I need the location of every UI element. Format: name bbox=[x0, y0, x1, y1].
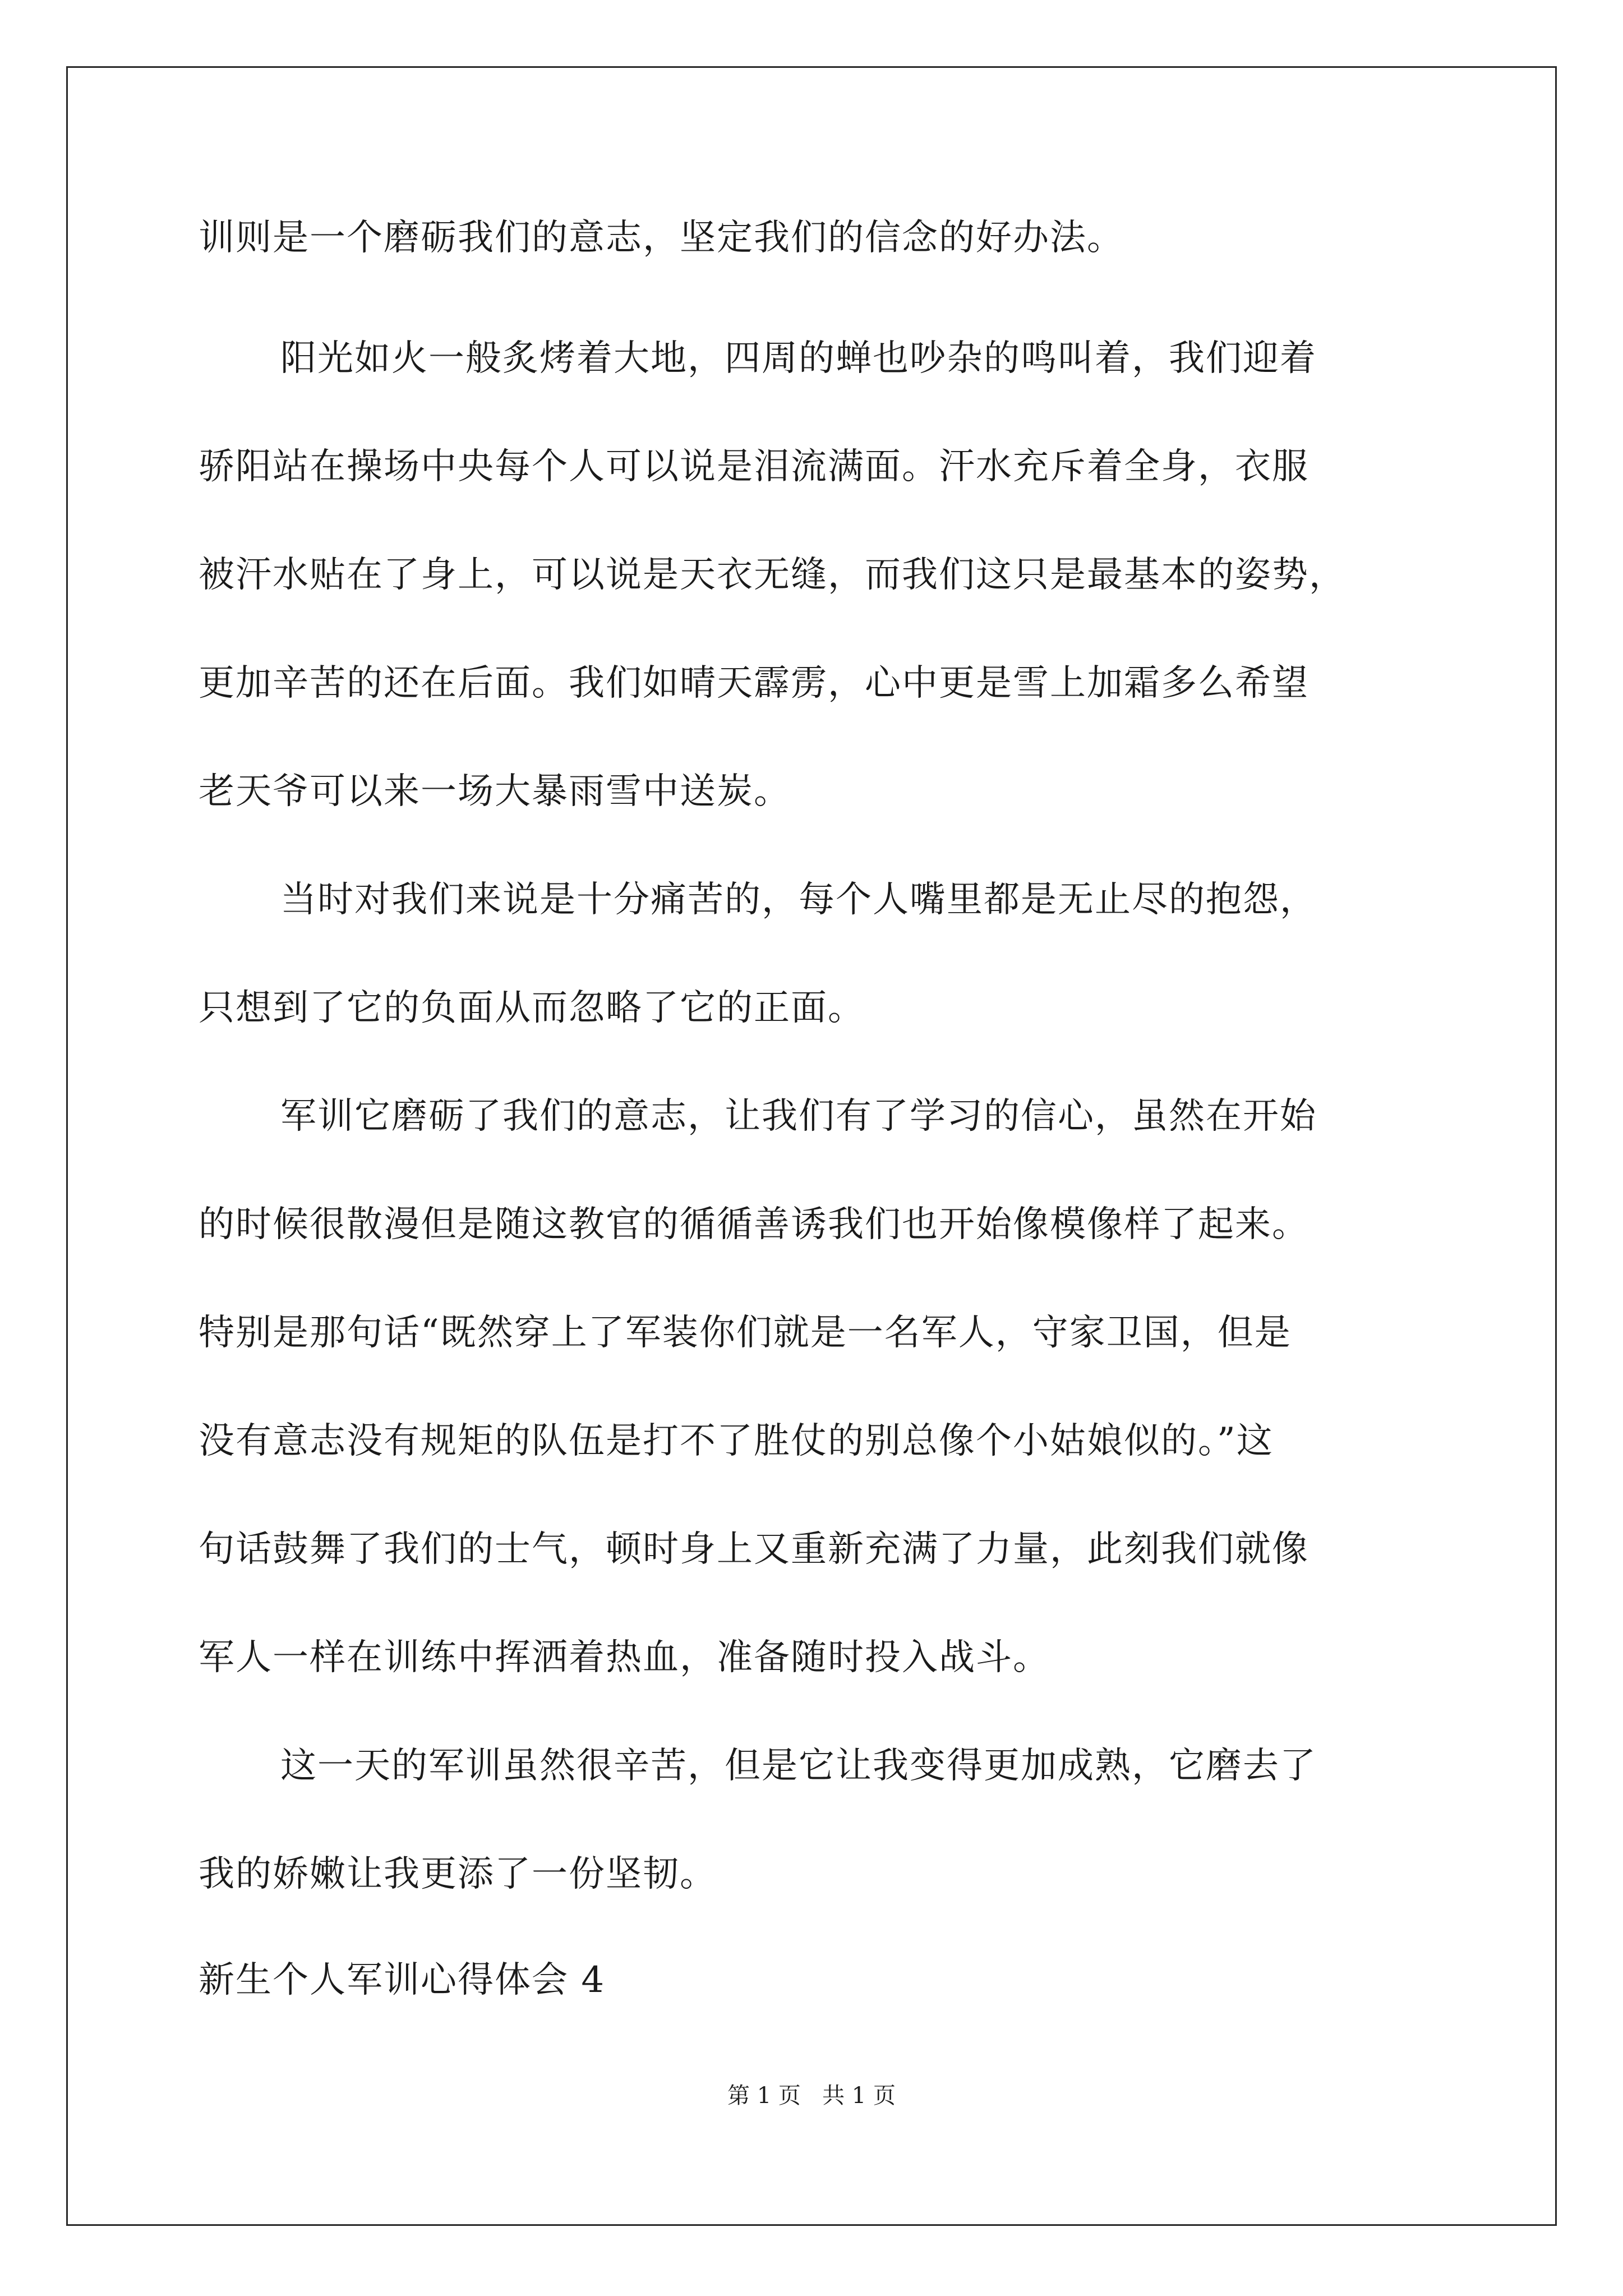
body-text-line: 这一天的军训虽然很辛苦，但是它让我变得更加成熟，它磨去了 bbox=[280, 1745, 1317, 1787]
body-text-line: 更加辛苦的还在后面。我们如晴天霹雳，心中更是雪上加霜多么希望 bbox=[199, 662, 1309, 704]
body-text-line: 我的娇嫩让我更添了一份坚韧。 bbox=[199, 1853, 717, 1895]
body-text-line: 老天爷可以来一场大暴雨雪中送炭。 bbox=[199, 771, 791, 812]
page-border bbox=[66, 66, 1557, 2226]
body-text-line: 句话鼓舞了我们的士气，顿时身上又重新充满了力量，此刻我们就像 bbox=[199, 1529, 1309, 1570]
body-text-line: 骄阳站在操场中央每个人可以说是泪流满面。汗水充斥着全身，衣服 bbox=[199, 446, 1309, 487]
page-footer: 第 1 页 共 1 页 bbox=[727, 2083, 896, 2109]
section-heading: 新生个人军训心得体会 4 bbox=[199, 1959, 606, 2001]
body-text-line: 训则是一个磨砺我们的意志，坚定我们的信念的好办法。 bbox=[199, 217, 1124, 259]
body-text-line: 阳光如火一般炙烤着大地，四周的蝉也吵杂的鸣叫着，我们迎着 bbox=[280, 338, 1317, 379]
body-text-line: 没有意志没有规矩的队伍是打不了胜仗的别总像个小姑娘似的。”这 bbox=[199, 1420, 1274, 1462]
body-text-line: 军训它磨砺了我们的意志，让我们有了学习的信心，虽然在开始 bbox=[280, 1096, 1317, 1137]
body-text-line: 的时候很散漫但是随这教官的循循善诱我们也开始像模像样了起来。 bbox=[199, 1204, 1309, 1245]
body-text-line: 只想到了它的负面从而忽略了它的正面。 bbox=[199, 987, 865, 1029]
body-text-line: 特别是那句话“既然穿上了军装你们就是一名军人，守家卫国，但是 bbox=[199, 1312, 1292, 1354]
body-text-line: 当时对我们来说是十分痛苦的，每个人嘴里都是无止尽的抱怨， bbox=[280, 879, 1317, 921]
body-text-line: 被汗水贴在了身上，可以说是天衣无缝，而我们这只是最基本的姿势， bbox=[199, 554, 1346, 596]
body-text-line: 军人一样在训练中挥洒着热血，准备随时投入战斗。 bbox=[199, 1637, 1050, 1678]
